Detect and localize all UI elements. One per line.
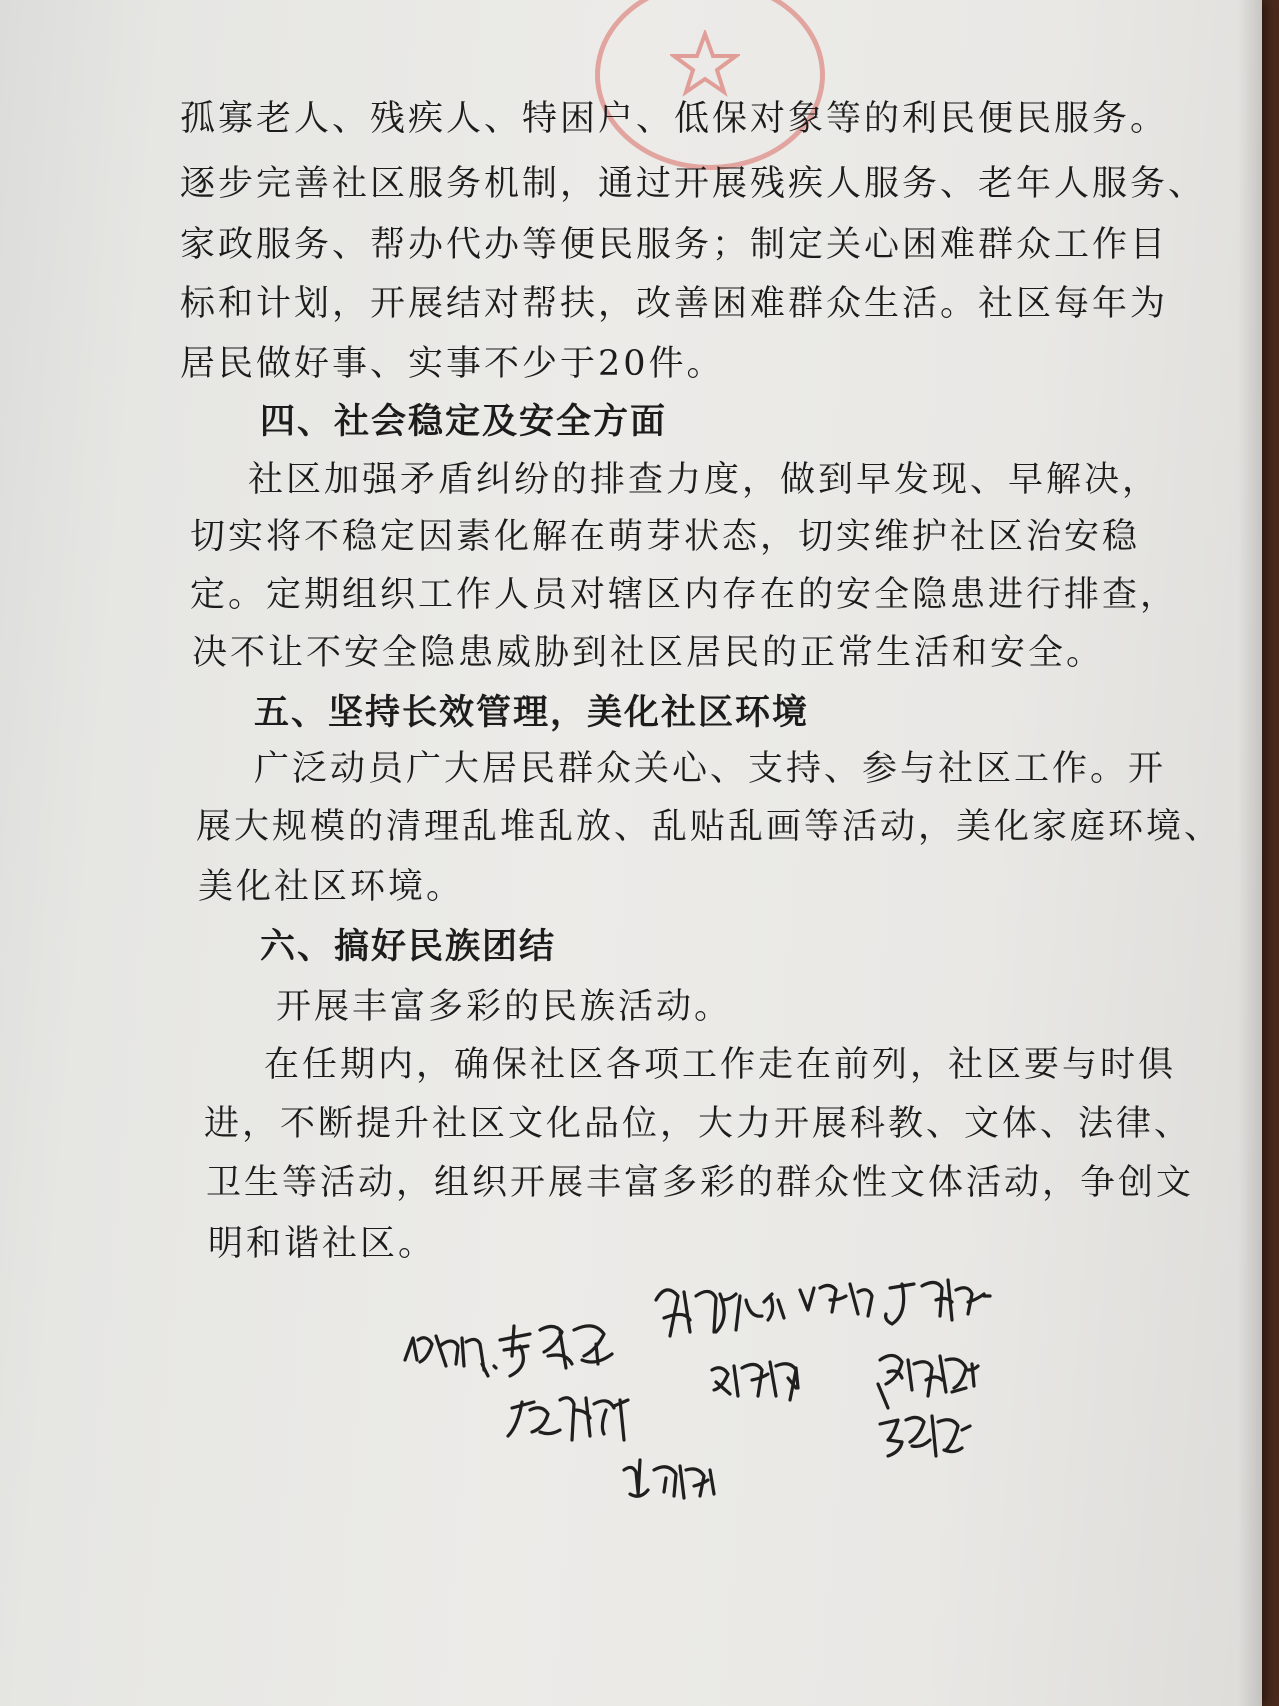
signature-9 xyxy=(624,1460,714,1498)
body-line-3: 家政服务、帮办代办等便民服务；制定关心困难群众工作目 xyxy=(180,225,1169,265)
body-line-16: 卫生等活动，组织开展丰富多彩的群众性文体活动，争创文 xyxy=(206,1163,1195,1203)
signature-4 xyxy=(800,1284,872,1316)
signature-3 xyxy=(656,1290,784,1336)
body-line-15: 进，不断提升社区文化品位，大力开展科教、文体、法律、 xyxy=(204,1104,1193,1144)
signature-8 xyxy=(508,1398,628,1440)
body-line-6: 社区加强矛盾纠纷的排查力度，做到早发现、早解决， xyxy=(248,460,1161,500)
signature-7 xyxy=(878,1355,978,1408)
signature-2 xyxy=(500,1326,612,1376)
body-line-13: 开展丰富多彩的民族活动。 xyxy=(276,987,733,1027)
section-heading-6: 六、搞好民族团结 xyxy=(260,927,557,967)
signature-6 xyxy=(712,1362,798,1400)
body-line-8: 定。定期组织工作人员对辖区内存在的安全隐患进行排查， xyxy=(190,575,1179,615)
body-line-4: 标和计划，开展结对帮扶，改善困难群众生活。社区每年为 xyxy=(180,284,1169,324)
section-heading-5: 五、坚持长效管理，美化社区环境 xyxy=(254,693,810,733)
body-line-11: 展大规模的清理乱堆乱放、乱贴乱画等活动，美化家庭环境、 xyxy=(196,807,1223,847)
body-line-1: 孤寡老人、残疾人、特困户、低保对象等的利民便民服务。 xyxy=(180,99,1169,139)
signature-1 xyxy=(405,1336,496,1376)
body-line-14: 在任期内，确保社区各项工作走在前列，社区要与时俱 xyxy=(264,1045,1177,1085)
body-line-10: 广泛动员广大居民群众关心、支持、参与社区工作。开 xyxy=(254,749,1167,789)
signature-5 xyxy=(886,1280,990,1324)
signature-10 xyxy=(880,1416,970,1456)
body-line-12: 美化社区环境。 xyxy=(198,867,465,907)
section-heading-4: 四、社会稳定及安全方面 xyxy=(260,402,668,442)
body-line-9: 决不让不安全隐患威胁到社区居民的正常生活和安全。 xyxy=(192,633,1105,673)
body-line-2: 逐步完善社区服务机制，通过开展残疾人服务、老年人服务、 xyxy=(180,164,1207,204)
body-line-17: 明和谐社区。 xyxy=(208,1224,437,1264)
body-line-7: 切实将不稳定因素化解在萌芽状态，切实维护社区治安稳 xyxy=(190,517,1141,557)
body-line-5: 居民做好事、实事不少于20件。 xyxy=(180,344,725,384)
